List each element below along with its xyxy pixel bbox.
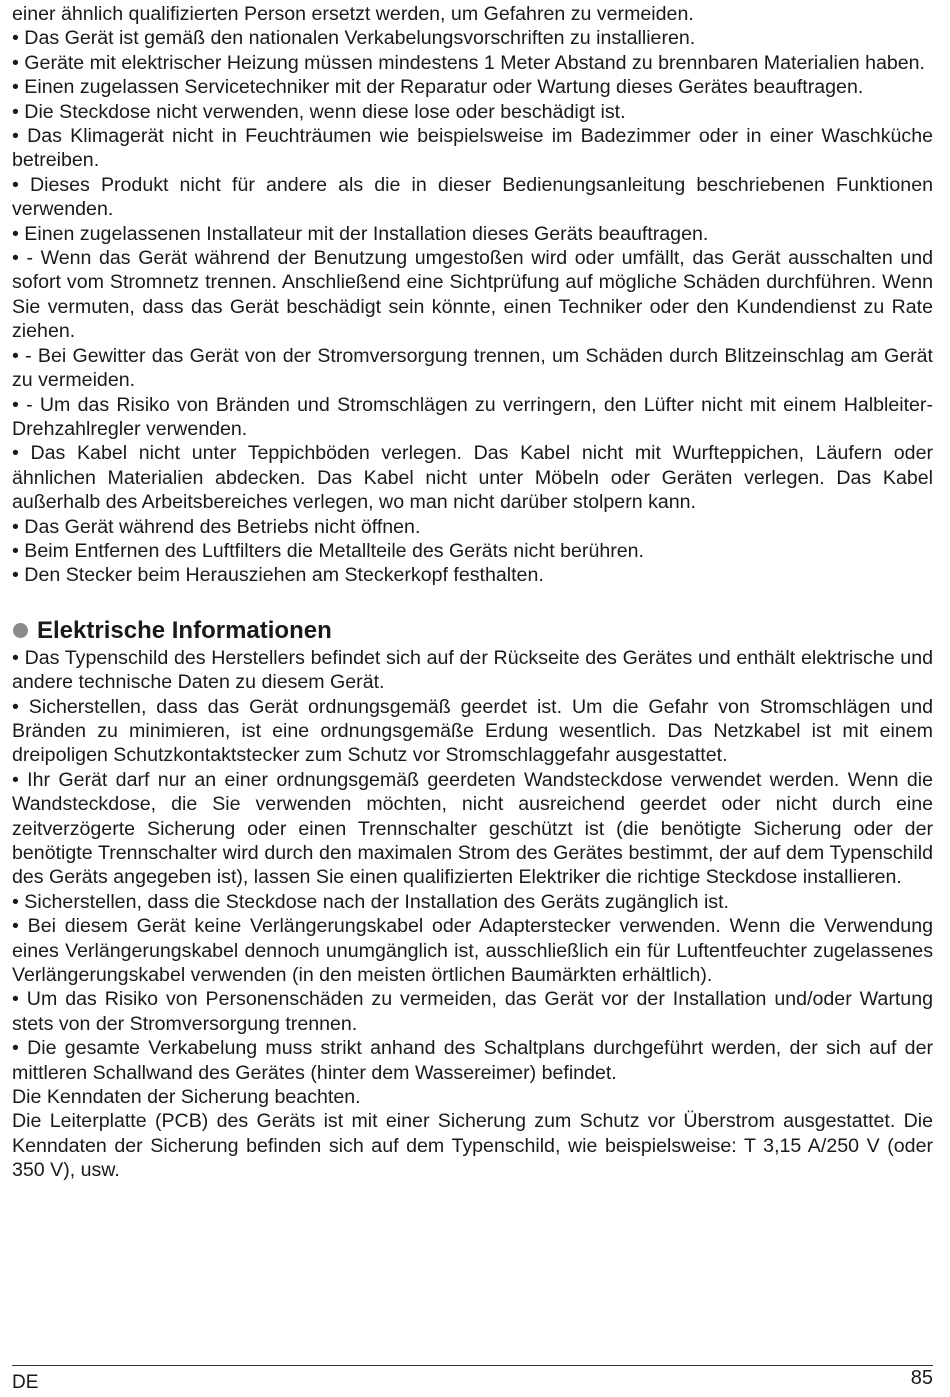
paragraph: • Die Steckdose nicht verwenden, wenn diese lose oder beschädigt ist. (12, 100, 626, 123)
paragraph: • Sicherstellen, dass das Gerät ordnungsgemäß geerdet ist. Um die Gefahr von Stromschlägen und Bränden zu minimieren, ist eine ordnungsgemäße Erdung wesentlich. Das Netzkabel ist mit einem dreipoligen Schutzkontaktstecker zum Schutz vor Stromschlaggefahr ausgestattet. (12, 695, 933, 767)
paragraph: • Um das Risiko von Personenschäden zu vermeiden, das Gerät vor der Installation und/oder Wartung stets von der Stromversorgung trennen. (12, 988, 933, 1035)
footer-language: DE (12, 1372, 39, 1393)
paragraph: • Das Kabel nicht unter Teppichböden verlegen. Das Kabel nicht mit Wurfteppichen, Läufern oder ähnlichen Materialien abdecken. Das Kabel nicht unter Möbeln oder Geräten verlegen. Das Kabel außerhalb des Arbeitsbereiches verlegen, wo man nicht darüber stolpern kann. (12, 442, 933, 514)
footer-divider (12, 1365, 933, 1366)
paragraph: • Das Gerät ist gemäß den nationalen Verkabelungsvorschriften zu installieren. (12, 27, 696, 50)
section-gap (12, 588, 933, 616)
paragraph: • - Bei Gewitter das Gerät von der Stromversorgung trennen, um Schäden durch Blitzeinschlag am Gerät zu vermeiden. (12, 344, 933, 392)
paragraph: • Ihr Gerät darf nur an einer ordnungsgemäß geerdeten Wandsteckdose verwendet werden. Wenn die Wandsteckdose, die Sie verwenden möchten, nicht ausreichend geerdet oder nicht durch eine zeitverzögerte Sicherung oder einen Trennschalter geschützt ist (die benötigte Sicherung oder der benötigte Trennschalter wird durch den maximalen Strom des Gerätes bestimmt, der auf dem Typenschild des Geräts angegeben ist), lassen Sie einen qualifizierten Elektriker die richtige Steckdose installieren. (12, 768, 933, 889)
paragraph: • Einen zugelassenen Installateur mit der Installation dieses Geräts beauftragen. (12, 222, 709, 245)
paragraph: • Geräte mit elektrischer Heizung müssen mindestens 1 Meter Abstand zu brennbaren Materialien haben. (12, 51, 926, 74)
paragraph: • Dieses Produkt nicht für andere als die in dieser Bedienungsanleitung beschriebenen Funktionen verwenden. (12, 173, 933, 221)
paragraph: • Beim Entfernen des Luftfilters die Metallteile des Geräts nicht berühren. (12, 539, 645, 562)
electrical-section (12, 616, 933, 1183)
paragraph: einer ähnlich qualifizierten Person ersetzt werden, um Gefahren zu vermeiden. (12, 3, 694, 25)
paragraph: • Das Klimagerät nicht in Feuchträumen wie beispielsweise im Badezimmer oder in einer Waschküche betreiben. (12, 125, 933, 172)
paragraph: • Den Stecker beim Herausziehen am Steckerkopf festhalten. (12, 564, 544, 587)
paragraph: • Das Typenschild des Herstellers befindet sich auf der Rückseite des Gerätes und enthält elektrische und andere technische Daten zu diesem Gerät. (12, 646, 933, 694)
paragraph: • Einen zugelassen Servicetechniker mit der Reparatur oder Wartung dieses Gerätes beauftragen. (12, 76, 864, 99)
section-heading (12, 616, 933, 646)
paragraph: • Die gesamte Verkabelung muss strikt anhand des Schaltplans durchgeführt werden, der sich auf der mittleren Schallwand des Gerätes (hinter dem Wassereimer) befindet. (12, 1037, 933, 1084)
paragraph: Die Kenndaten der Sicherung beachten. (12, 1086, 361, 1109)
page-number: 85 (910, 1367, 933, 1389)
paragraph: • Sicherstellen, dass die Steckdose nach der Installation des Geräts zugänglich ist. (12, 890, 729, 913)
paragraph: • - Wenn das Gerät während der Benutzung umgestoßen wird oder umfällt, das Gerät ausschalten und sofort vom Stromnetz trennen. Anschließend eine Sichtprüfung auf mögliche Schäden durchführen. Wenn Sie vermuten, dass das Gerät beschädigt sein könnte, einen Techniker oder den Kundendienst zu Rate ziehen. (12, 247, 933, 343)
bullet-dot-icon (13, 623, 28, 638)
paragraph: Die Leiterplatte (PCB) des Geräts ist mit einer Sicherung zum Schutz vor Überstrom ausgestattet. Die Kenndaten der Sicherung befinden sich auf dem Typenschild, wie beispielsweise: T 3,15 A/250 V (oder 350 V), usw. (12, 1110, 933, 1182)
paragraph: • Bei diesem Gerät keine Verlängerungskabel oder Adapterstecker verwenden. Wenn die Verwendung eines Verlängerungskabel dennoch unumgänglich ist, ausschließlich ein für Luftentfeuchter zugelassenes Verlängerungskabel verwenden (in den meisten örtlichen Baumärkten erhältlich). (12, 915, 933, 987)
section-heading-text: Elektrische Informationen (37, 616, 332, 644)
paragraph: • - Um das Risiko von Bränden und Stromschlägen zu verringern, den Lüfter nicht mit einem Halbleiter-Drehzahlregler verwenden. (12, 393, 933, 440)
safety-section (12, 2, 933, 588)
page-content (12, 2, 933, 1183)
paragraph: • Das Gerät während des Betriebs nicht öffnen. (12, 515, 421, 538)
